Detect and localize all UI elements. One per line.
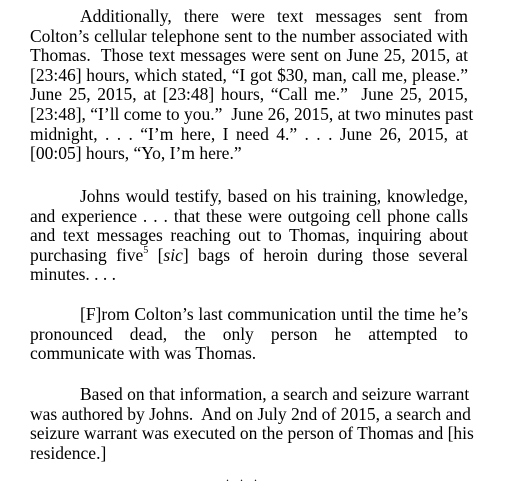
paragraph-line: [23:48], “I’ll come to you.” June 26, 2015, at two minutes past xyxy=(30,103,474,124)
paragraph-line: and text messages reaching out to Thomas, inquiring about xyxy=(30,225,468,246)
paragraph-johns-testimony xyxy=(30,187,468,285)
line-text: purchasing five xyxy=(30,244,144,265)
paragraph-line: minutes. . . . xyxy=(30,264,117,285)
paragraph-line: communicate with was Thomas. xyxy=(30,343,257,364)
paragraph-line: pronounced dead, the only person he attempted to xyxy=(30,323,468,344)
trailing-ellipsis: . . . xyxy=(226,470,261,484)
paragraph-line: [F]rom Colton’s last communication until the time he’s xyxy=(80,304,468,324)
paragraph-text-messages xyxy=(30,6,474,164)
line-text: ] bags of heroin during those several xyxy=(182,244,469,265)
paragraph-line: seizure warrant was executed on the person of Thomas and [his xyxy=(30,423,474,444)
paragraph-line: [00:05] hours, “Yo, I’m here.” xyxy=(30,143,242,164)
paragraph-line: residence.] xyxy=(30,442,107,463)
paragraph-search-warrant xyxy=(30,384,474,463)
paragraph-line: Colton’s cellular telephone sent to the number associated with xyxy=(30,25,468,46)
line-text: [ xyxy=(148,244,164,265)
paragraph-last-communication xyxy=(30,305,468,364)
paragraph-line: was authored by Johns. And on July 2nd of 2015, a search and xyxy=(30,403,471,424)
paragraph-line: Johns would testify, based on his training, knowledge, xyxy=(80,186,468,206)
paragraph-line: [23:46] hours, which stated, “I got $30, man, call me, please.” xyxy=(30,64,468,85)
paragraph-line: and experience . . . that these were outgoing cell phone calls xyxy=(30,205,468,226)
paragraph-line xyxy=(30,246,468,266)
sic-notation: sic xyxy=(163,244,183,265)
paragraph-line: midnight, . . . “I’m here, I need 4.” . . . June 26, 2015, at xyxy=(30,123,468,144)
paragraph-line: June 25, 2015, at [23:48] hours, “Call me.” June 25, 2015, xyxy=(30,84,468,105)
paragraph-line: Based on that information, a search and seizure warrant xyxy=(80,384,470,404)
paragraph-line: Additionally, there were text messages sent from xyxy=(80,6,468,26)
paragraph-line: Thomas. Those text messages were sent on June 25, 2015, at xyxy=(30,45,468,66)
footnote-marker: 5 xyxy=(143,244,149,256)
